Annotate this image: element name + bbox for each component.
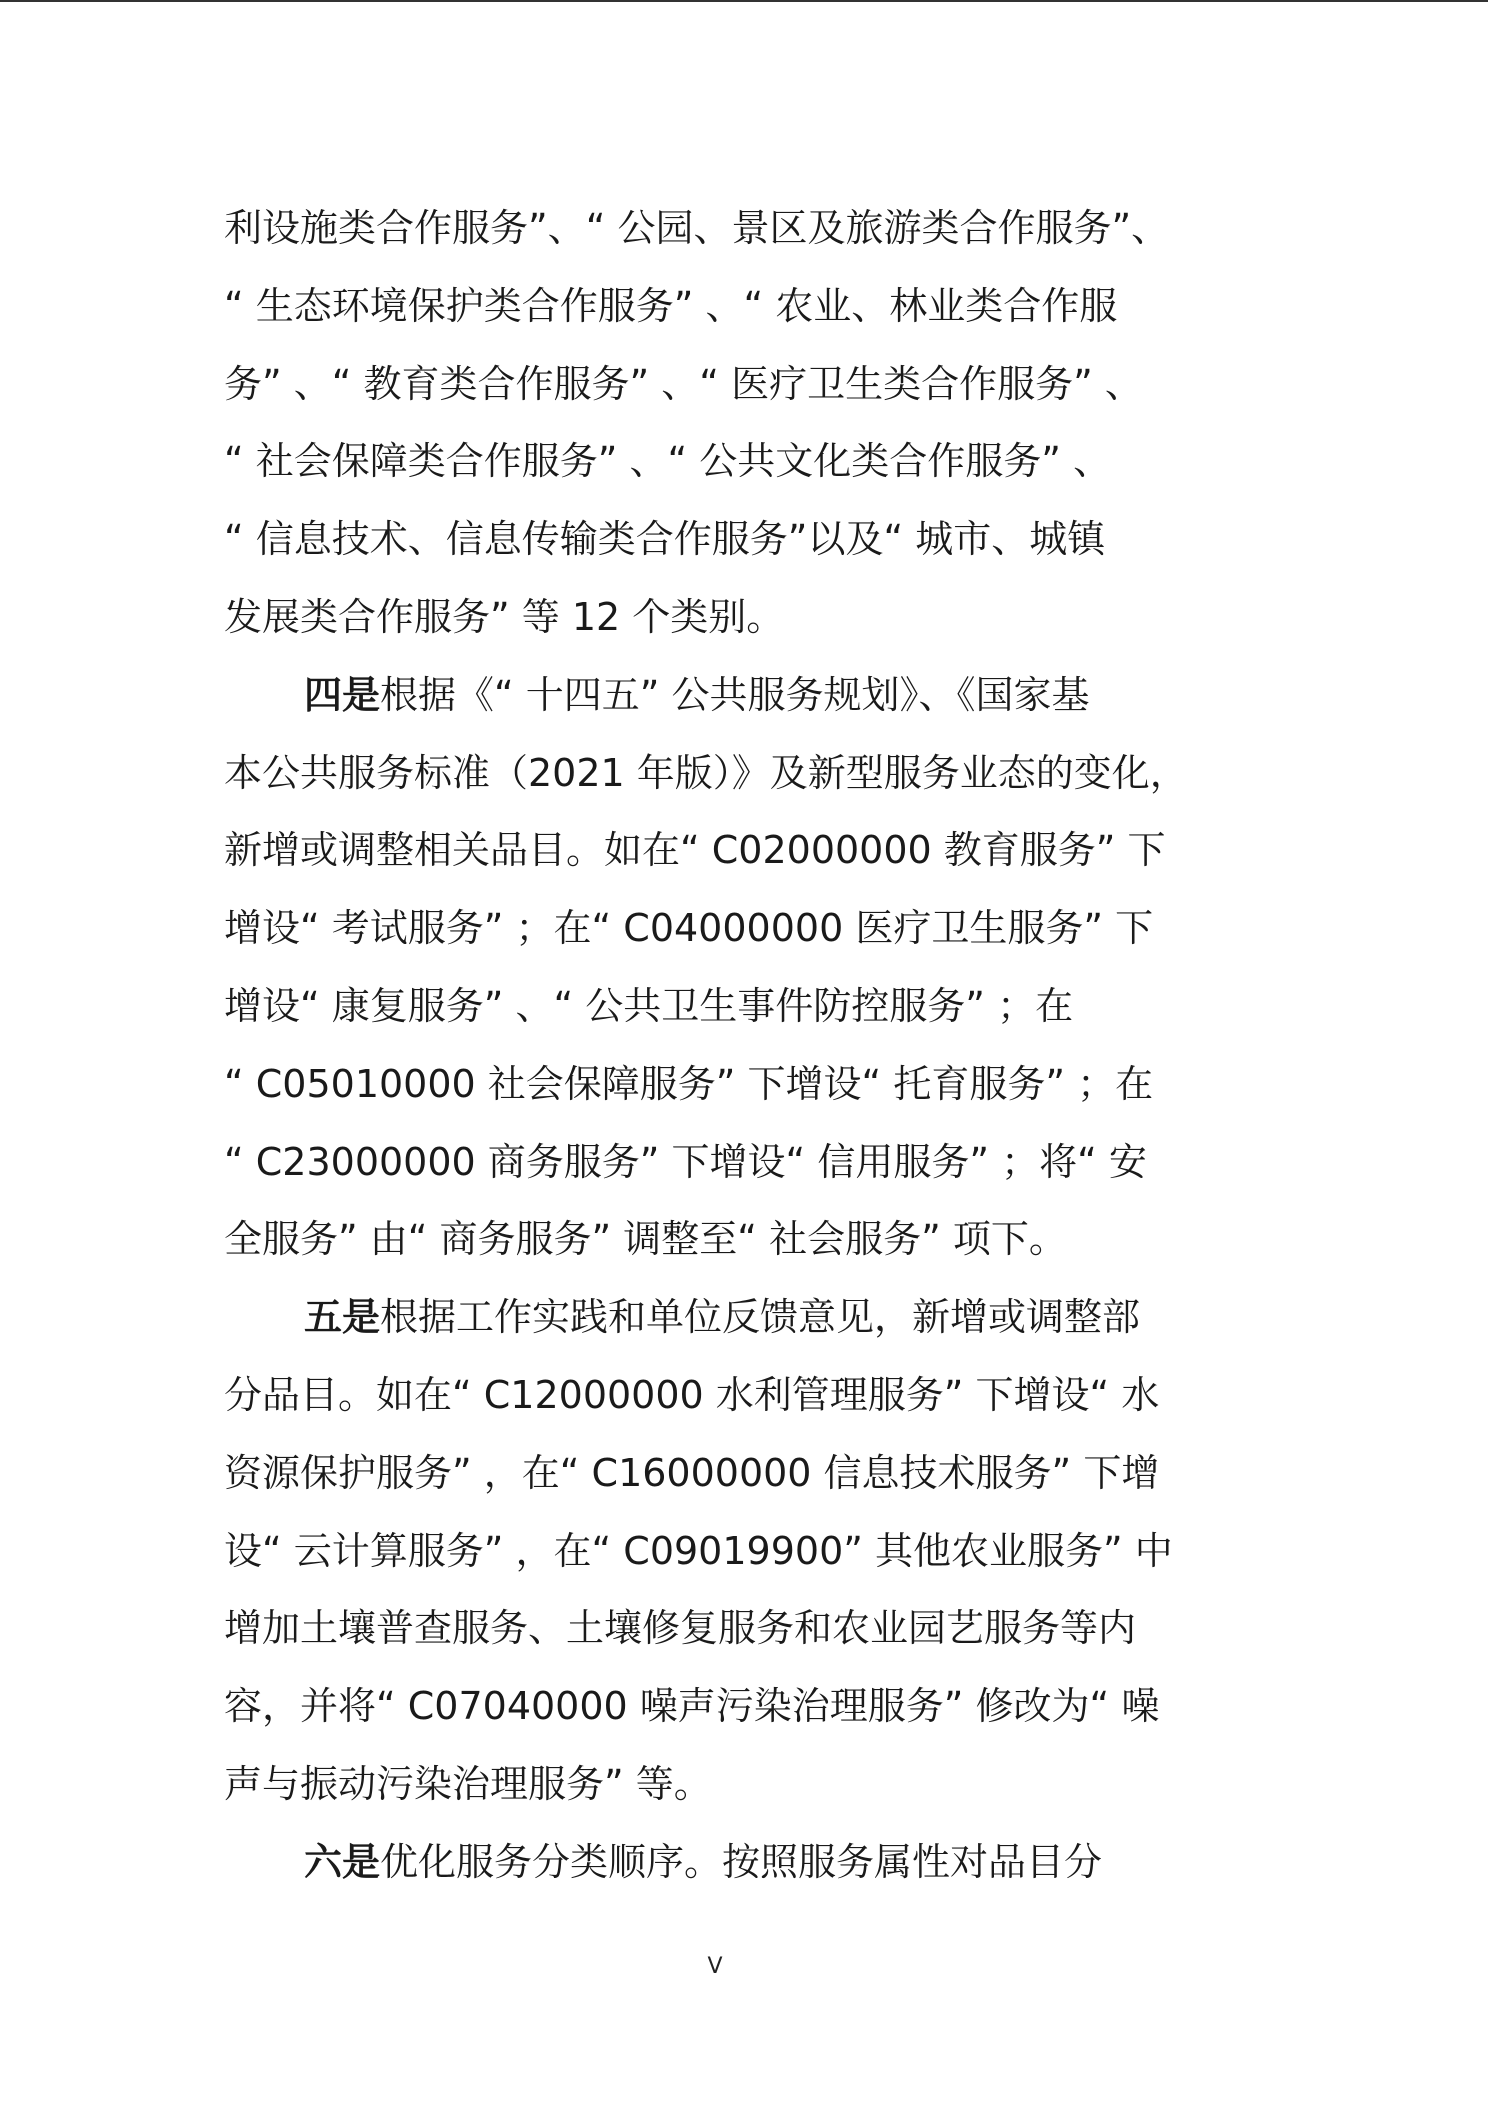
- text-line: 设“ 云计算服务” ，在“ C09019900” 其他农业服务” 中: [224, 1528, 1173, 1573]
- point-lead-label: 六是: [304, 1839, 381, 1884]
- text-line-body: 根据《“ 十四五” 公共服务规划》、《国家基: [380, 672, 1090, 717]
- text-line: 利设施类合作服务”、“ 公园、景区及旅游类合作服务”、: [224, 206, 1170, 250]
- text-line: 本公共服务标准（2021 年版）》及新型服务业态的变化，: [224, 750, 1188, 795]
- text-line: 发展类合作服务” 等 12 个类别。: [224, 594, 785, 639]
- text-line: “ 信息技术、信息传输类合作服务”以及“ 城市、城镇: [224, 517, 1106, 562]
- text-line: 分品目。如在“ C12000000 水利管理服务” 下增设“ 水: [224, 1372, 1160, 1417]
- text-line: “ C23000000 商务服务” 下增设“ 信用服务” ；将“ 安: [224, 1139, 1147, 1184]
- text-line: [224, 657, 1190, 735]
- paragraph-point-five: [224, 1279, 1190, 1824]
- page-top-border: [0, 0, 1488, 2]
- text-line-body: 根据工作实践和单位反馈意见，新增或调整部: [380, 1295, 1141, 1340]
- document-page-body: [224, 190, 1190, 1902]
- paragraph-point-four: [224, 657, 1190, 1279]
- text-line: “ 生态环境保护类合作服务” 、“ 农业、林业类合作服: [224, 283, 1118, 328]
- paragraph-category-list: [224, 190, 1190, 657]
- text-line: 新增或调整相关品目。如在“ C02000000 教育服务” 下: [224, 828, 1166, 873]
- text-line-body: 优化服务分类顺序。按照服务属性对品目分: [380, 1839, 1103, 1884]
- text-line: “ C05010000 社会保障服务” 下增设“ 托育服务” ；在: [224, 1061, 1154, 1106]
- text-line: 容，并将“ C07040000 噪声污染治理服务” 修改为“ 噪: [224, 1684, 1160, 1729]
- text-line: 务” 、“ 教育类合作服务” 、“ 医疗卫生类合作服务” 、: [224, 361, 1143, 406]
- text-line: 全服务” 由“ 商务服务” 调整至“ 社会服务” 项下。: [224, 1217, 1067, 1262]
- text-line: [224, 1824, 1190, 1902]
- text-line: 声与振动污染治理服务” 等。: [224, 1761, 712, 1806]
- text-line: 资源保护服务” ，在“ C16000000 信息技术服务” 下增: [224, 1450, 1160, 1495]
- text-line: 增设“ 考试服务” ；在“ C04000000 医疗卫生服务” 下: [224, 906, 1154, 951]
- text-line: 增设“ 康复服务” 、“ 公共卫生事件防控服务” ；在: [224, 983, 1074, 1028]
- point-lead-label: 四是: [304, 672, 381, 717]
- page-number: V: [707, 1954, 723, 1979]
- text-line: “ 社会保障类合作服务” 、“ 公共文化类合作服务” 、: [224, 439, 1112, 484]
- point-lead-label: 五是: [304, 1295, 381, 1340]
- text-line: 增加土壤普查服务、土壤修复服务和农业园艺服务等内: [224, 1606, 1137, 1651]
- text-line: [224, 1279, 1190, 1357]
- paragraph-point-six: [224, 1824, 1190, 1902]
